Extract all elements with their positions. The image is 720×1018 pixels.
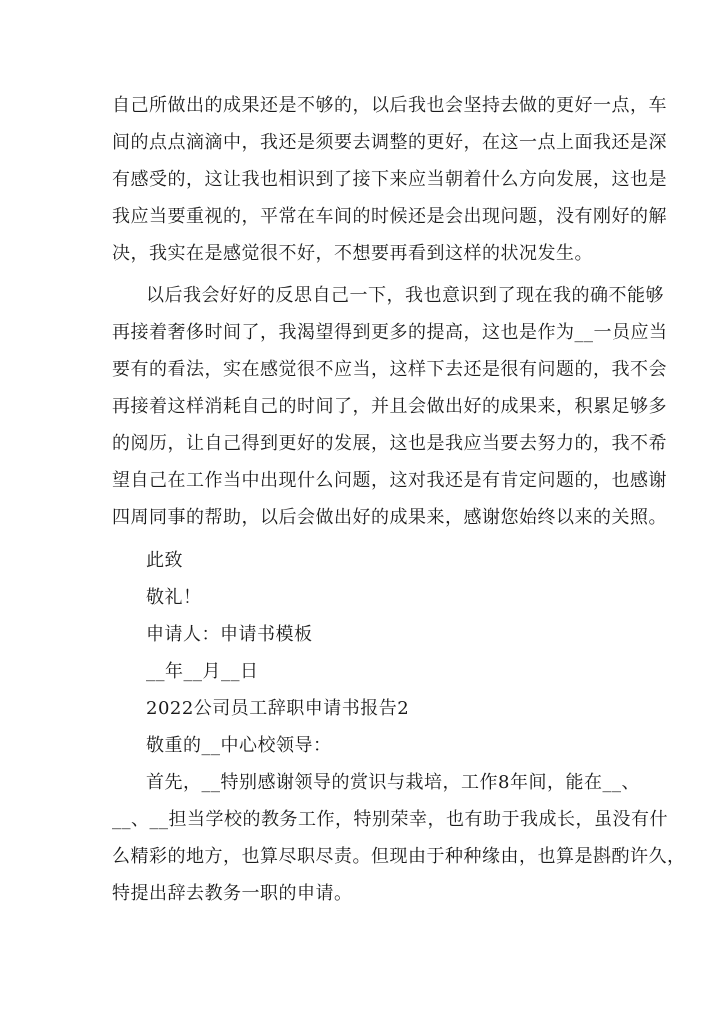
paragraph-line: 特提出辞去教务一职的申请。 (112, 883, 353, 904)
paragraph-line: 再接着奢侈时间了，我渴望得到更多的提高，这也是作为__一员应当 (112, 322, 668, 343)
greeting-line: 敬重的__中心校领导： (146, 735, 332, 756)
paragraph-line: 四周同事的帮助，以后会做出好的成果来，感谢您始终以来的关照。 (112, 507, 667, 528)
paragraph-line: 再接着这样消耗自己的时间了，并且会做出好的成果来，积累足够多 (112, 396, 667, 417)
salutation-line: 敬礼！ (146, 587, 202, 608)
paragraph-line: 望自己在工作当中出现什么问题，这对我还是有肯定问题的，也感谢 (112, 470, 667, 491)
paragraph-line: 要有的看法，实在感觉很不应当，这样下去还是很有问题的，我不会 (112, 359, 667, 380)
paragraph-line: 么精彩的地方，也算尽职尽责。但现由于种种缘由，也算是斟酌许久， (112, 846, 686, 867)
paragraph-line: 的阅历，让自己得到更好的发展，这也是我应当要去努力的，我不希 (112, 433, 667, 454)
paragraph-line: 自己所做出的成果还是不够的，以后我也会坚持去做的更好一点，车 (112, 95, 667, 116)
paragraph-line: 决，我实在是感觉很不好，不想要再看到这样的状况发生。 (112, 243, 593, 264)
document-title: 2022公司员工辞职申请书报告2 (146, 698, 410, 719)
closing-line: 此致 (146, 550, 183, 571)
paragraph-line: 以后我会好好的反思自己一下，我也意识到了现在我的确不能够 (146, 285, 664, 306)
applicant-line: 申请人：申请书模板 (146, 624, 313, 645)
paragraph-line: 间的点点滴滴中，我还是须要去调整的更好，在这一点上面我还是深 (112, 132, 667, 153)
paragraph-line: 有感受的，这让我也相识到了接下来应当朝着什么方向发展，这也是 (112, 169, 667, 190)
date-line: __年__月__日 (146, 661, 259, 682)
paragraph-line: 首先，__特别感谢领导的赏识与栽培，工作8年间，能在__、 (146, 772, 640, 793)
paragraph-line: 我应当要重视的，平常在车间的时候还是会出现问题，没有刚好的解 (112, 206, 667, 227)
paragraph-line: __、__担当学校的教务工作，特别荣幸，也有助于我成长，虽没有什 (112, 809, 668, 830)
